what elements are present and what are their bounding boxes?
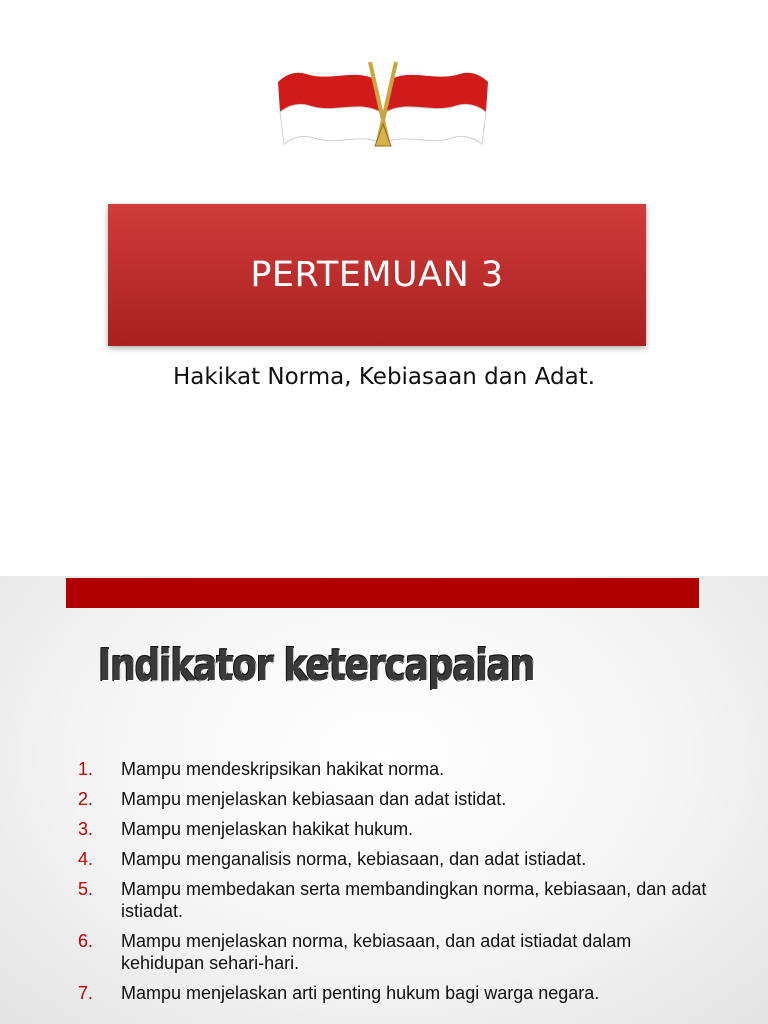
section-heading: Indikator ketercapaian — [98, 640, 535, 691]
list-number: 6. — [78, 931, 94, 951]
list-item — [78, 848, 718, 870]
slide-indicators — [0, 576, 768, 1024]
list-item — [78, 982, 718, 1004]
slide-title-text: PERTEMUAN 3 — [250, 255, 504, 295]
indicator-list — [78, 758, 718, 1012]
list-item — [78, 930, 718, 974]
slide-subtitle: Hakikat Norma, Kebiasaan dan Adat. — [172, 364, 596, 390]
list-number: 5. — [78, 879, 94, 899]
list-number: 3. — [78, 819, 94, 839]
list-text: Mampu mendeskripsikan hakikat norma. — [121, 759, 445, 779]
list-text: Mampu menjelaskan norma, kebiasaan, dan adat istiadat dalam kehidupan sehari-hari. — [121, 931, 632, 973]
list-item — [78, 818, 718, 840]
list-text: Mampu menjelaskan kebiasaan dan adat istidat. — [121, 789, 507, 809]
list-text: Mampu membedakan serta membandingkan norma, kebiasaan, dan adat istiadat. — [121, 879, 707, 921]
list-number: 7. — [78, 983, 94, 1003]
list-text: Mampu menjelaskan arti penting hukum bagi warga negara. — [121, 983, 600, 1003]
title-banner — [108, 204, 646, 346]
list-text: Mampu menganalisis norma, kebiasaan, dan adat istiadat. — [121, 849, 587, 869]
list-number: 2. — [78, 789, 94, 809]
header-bar — [66, 578, 699, 608]
list-item — [78, 878, 718, 922]
list-number: 4. — [78, 849, 94, 869]
list-text: Mampu menjelaskan hakikat hukum. — [121, 819, 414, 839]
list-item — [78, 788, 718, 810]
list-item — [78, 758, 718, 780]
crossed-flags-icon — [276, 58, 490, 154]
list-number: 1. — [78, 759, 94, 779]
